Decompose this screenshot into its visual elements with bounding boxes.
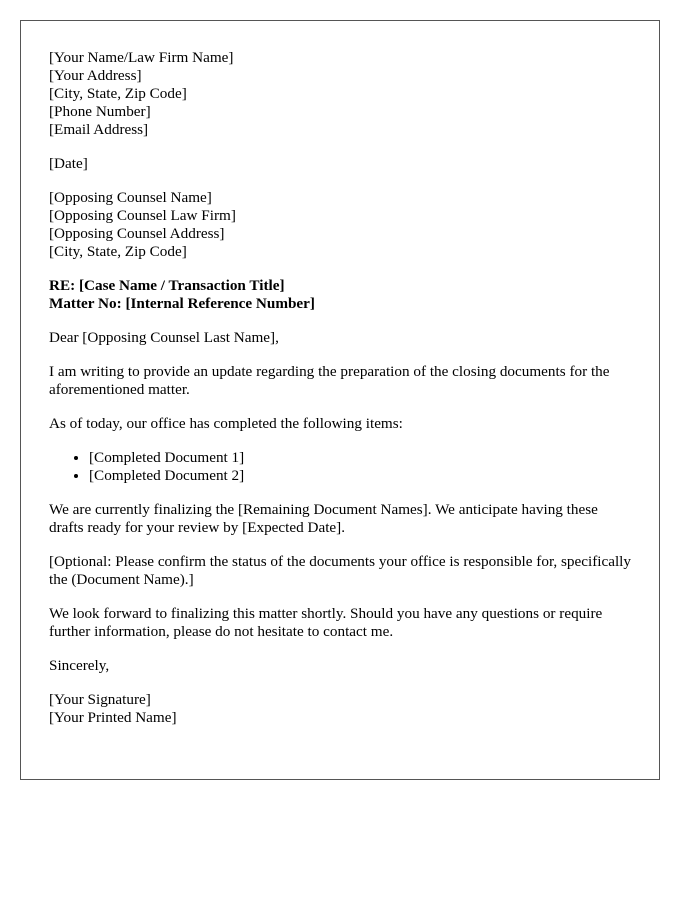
letter-page: [20, 20, 660, 780]
subject-block: [49, 277, 631, 313]
printed-name-line: [Your Printed Name]: [49, 709, 177, 726]
signature-line: [Your Signature]: [49, 691, 151, 708]
salutation: Dear [Opposing Counsel Last Name],: [49, 329, 279, 346]
recipient-address: [Opposing Counsel Address]: [49, 225, 225, 242]
sender-city-state-zip: [City, State, Zip Code]: [49, 85, 187, 102]
recipient-address-block: [49, 189, 631, 261]
complimentary-close: Sincerely,: [49, 657, 110, 674]
subject-matter-line: Matter No: [Internal Reference Number]: [49, 295, 315, 312]
intro-paragraph: I am writing to provide an update regarding the preparation of the closing documents for the aforementioned matter.: [49, 363, 610, 398]
recipient-firm: [Opposing Counsel Law Firm]: [49, 207, 236, 224]
list-item: • [Completed Document 2]: [89, 467, 631, 485]
date-block: [49, 155, 631, 173]
remaining-documents-paragraph: We are currently finalizing the [Remaining Document Names]. We anticipate having these drafts ready for your review by [Expected Date].: [49, 501, 598, 536]
sender-email: [Email Address]: [49, 121, 149, 138]
list-item: • [Completed Document 1]: [89, 449, 631, 467]
sender-address-block: [49, 49, 631, 139]
signature-block: [49, 691, 631, 727]
status-intro-paragraph: As of today, our office has completed the following items:: [49, 415, 403, 432]
sender-name: [Your Name/Law Firm Name]: [49, 49, 234, 66]
subject-re-line: RE: [Case Name / Transaction Title]: [49, 277, 285, 294]
letter-date: [Date]: [49, 155, 88, 172]
sender-address: [Your Address]: [49, 67, 142, 84]
sender-phone: [Phone Number]: [49, 103, 151, 120]
recipient-name: [Opposing Counsel Name]: [49, 189, 212, 206]
optional-paragraph: [Optional: Please confirm the status of the documents your office is responsible for, specifically the (Document Name).]: [49, 553, 631, 588]
completed-documents-list: [49, 449, 631, 485]
closing-paragraph: We look forward to finalizing this matter shortly. Should you have any questions or require further information, please do not hesitate to contact me.: [49, 605, 603, 640]
recipient-city-state-zip: [City, State, Zip Code]: [49, 243, 187, 260]
